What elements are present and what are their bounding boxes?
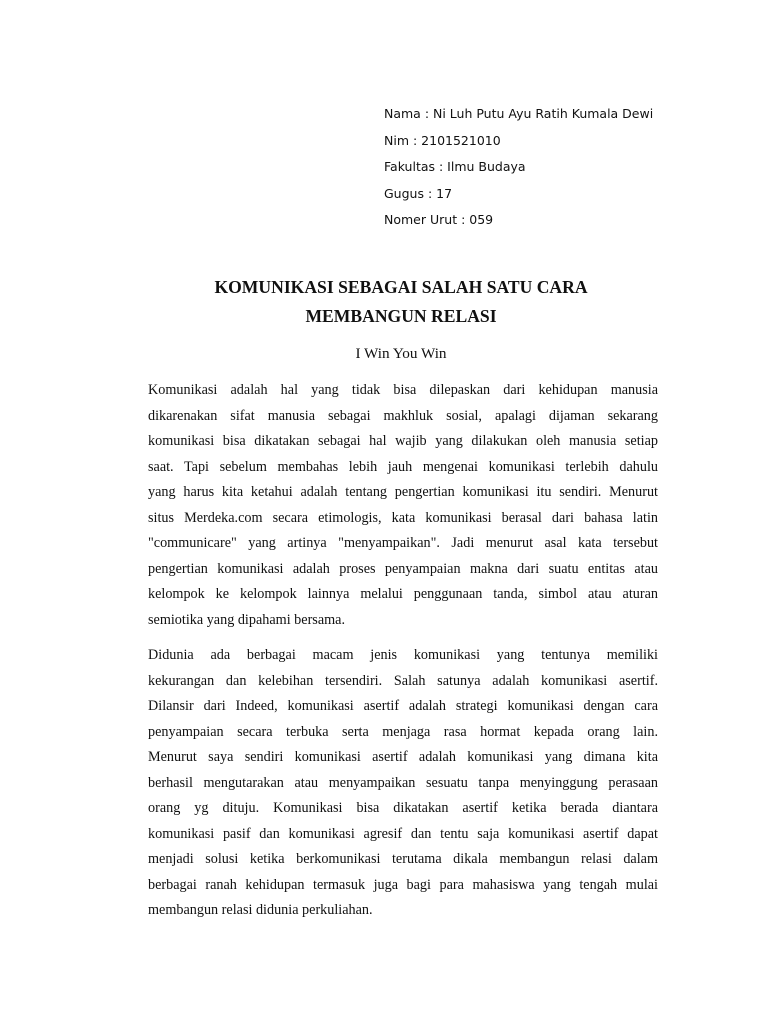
- paragraph-line: komunikasi bisa dikatakan sebagai hal wajib yang dilakukan oleh manusia setiap: [148, 433, 658, 449]
- paragraph-line: Didunia ada berbagai macam jenis komunikasi yang tentunya memiliki: [148, 647, 658, 663]
- student-name: Nama : Ni Luh Putu Ayu Ratih Kumala Dewi: [384, 106, 654, 121]
- paragraph-line: kekurangan dan kelebihan tersendiri. Salah satunya adalah komunikasi asertif.: [148, 672, 658, 689]
- student-sequence-number: Nomer Urut : 059: [384, 212, 494, 228]
- paragraph-line: berhasil mengutarakan atau menyampaikan sesuatu tanpa menyinggung perasaan: [148, 774, 658, 791]
- paragraph-line: Dilansir dari Indeed, komunikasi asertif adalah strategi komunikasi dengan cara: [148, 698, 658, 714]
- document-subtitle: I Win You Win: [355, 345, 447, 362]
- paragraph-line: komunikasi pasif dan komunikasi agresif dan tentu saja komunikasi asertif dapat: [148, 825, 658, 842]
- paragraph-line: orang yg dituju. Komunikasi bisa dikatakan asertif ketika berada diantara: [148, 800, 658, 816]
- student-nim: Nim : 2101521010: [384, 132, 501, 148]
- paragraph-line: membangun relasi didunia perkuliahan.: [148, 902, 373, 918]
- paragraph-2: [148, 643, 658, 924]
- paragraph-line: pengertian komunikasi adalah proses penyampaian makna dari suatu entitas atau: [148, 560, 658, 577]
- paragraph-line: Komunikasi adalah hal yang tidak bisa dilepaskan dari kehidupan manusia: [148, 382, 658, 398]
- paragraph-line: menjadi solusi ketika berkomunikasi terutama dikala membangun relasi dalam: [148, 851, 658, 867]
- paragraph-line: semiotika yang dipahami bersama.: [148, 611, 345, 628]
- title-line-1: KOMUNIKASI SEBAGAI SALAH SATU CARA: [214, 277, 588, 297]
- paragraph-line: penyampaian secara terbuka serta menjaga rasa hormat kepada orang lain.: [148, 723, 658, 740]
- paragraph-line: yang harus kita ketahui adalah tentang pengertian komunikasi itu sendiri. Menurut: [148, 484, 658, 500]
- paragraph-line: kelompok ke kelompok lainnya melalui penggunaan tanda, simbol atau aturan: [148, 586, 658, 602]
- student-group: Gugus : 17: [384, 185, 453, 201]
- paragraph-line: "communicare" yang artinya "menyampaikan". Jadi menurut asal kata tersebut: [148, 535, 658, 551]
- title-line-2: MEMBANGUN RELASI: [305, 305, 497, 326]
- paragraph-line: berbagai ranah kehidupan termasuk juga bagi para mahasiswa yang tengah mulai: [148, 876, 658, 893]
- paragraph-line: Menurut saya sendiri komunikasi asertif adalah komunikasi yang dimana kita: [148, 749, 658, 765]
- student-faculty: Fakultas : Ilmu Budaya: [384, 159, 526, 175]
- paragraph-line: dikarenakan sifat manusia sebagai makhluk sosial, apalagi dijaman sekarang: [148, 407, 658, 424]
- student-identity-block: [384, 101, 653, 234]
- document-title: [148, 273, 654, 330]
- paragraph-1: [148, 378, 658, 633]
- paragraph-line: situs Merdeka.com secara etimologis, kata komunikasi berasal dari bahasa latin: [148, 509, 658, 526]
- paragraph-line: saat. Tapi sebelum membahas lebih jauh mengenai komunikasi terlebih dahulu: [148, 458, 658, 475]
